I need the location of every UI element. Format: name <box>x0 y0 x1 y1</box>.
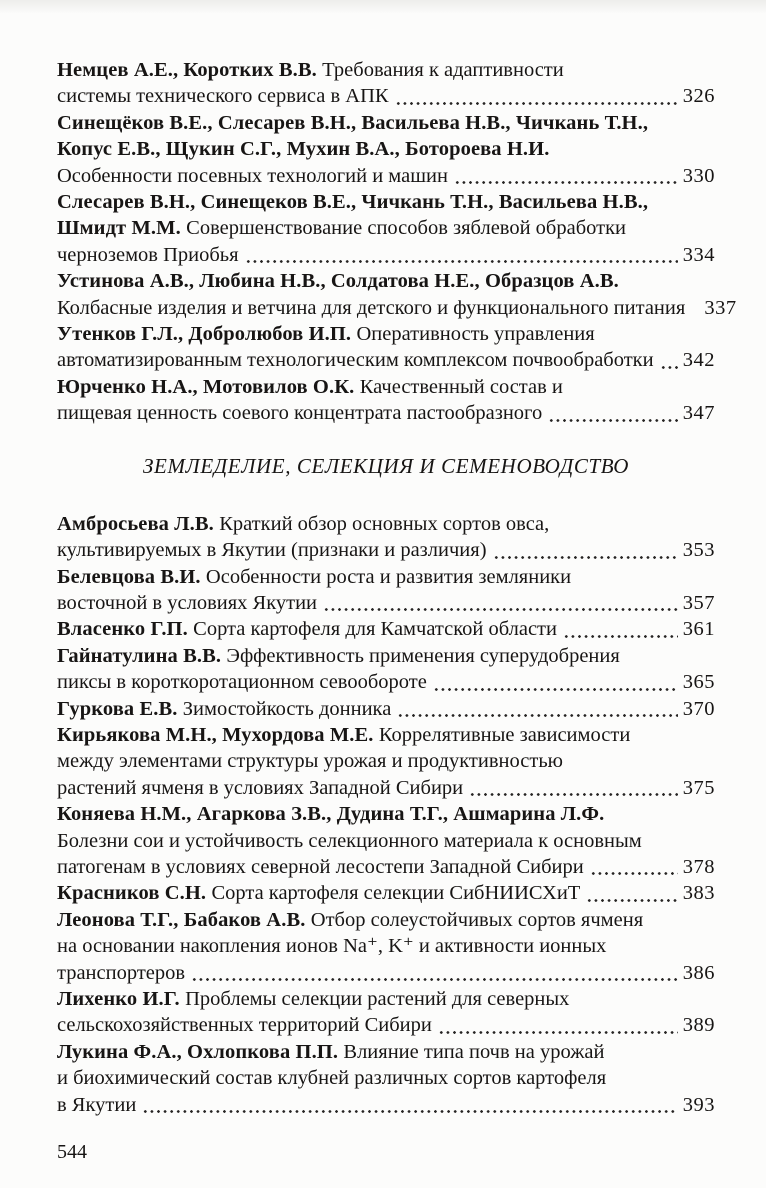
entry-title: Отбор солеустойчивых сортов ячменя <box>310 908 644 931</box>
toc-line <box>57 907 715 933</box>
entry-title: между элементами структуры урожая и продуктивностью <box>57 750 563 773</box>
entry-title: Проблемы селекции растений для северных <box>185 988 570 1010</box>
toc-line <box>57 110 715 136</box>
entry-page-number: 353 <box>682 539 715 562</box>
toc-line <box>57 136 715 162</box>
entry-page-number: 378 <box>682 855 715 878</box>
toc-entry <box>57 1039 715 1118</box>
entry-title: Эффективность применения суперудобрения <box>226 644 620 667</box>
entry-page-number: 326 <box>682 85 715 108</box>
toc-line <box>57 189 715 215</box>
leader-dots <box>563 616 678 642</box>
section-heading: ЗЕМЛЕДЕЛИЕ, СЕЛЕКЦИЯ И СЕМЕНОВОДСТВО <box>143 453 629 478</box>
toc-line <box>57 295 737 321</box>
entry-page-number: 386 <box>682 961 715 984</box>
toc-entry <box>57 616 715 642</box>
toc-line <box>57 933 715 959</box>
toc-line <box>57 775 715 801</box>
leader-dots <box>433 669 678 695</box>
entry-authors: Кирьякова М.Н., Мухордова М.Е. <box>57 723 374 746</box>
entry-title: пищевая ценность соевого концентрата пастообразного <box>57 402 543 425</box>
toc-line <box>57 828 715 854</box>
entry-title: и биохимический состав клубней различных сортов картофеля <box>57 1067 607 1090</box>
entry-title: Колбасные изделия и ветчина для детского и функционального питания <box>57 296 686 319</box>
entry-authors: Шмидт М.М. <box>57 217 181 240</box>
entry-authors: Копус Е.В., Щукин С.Г., Мухин В.А., Ботороева Н.И. <box>57 138 550 161</box>
toc-entry <box>57 268 737 321</box>
toc-entry <box>57 374 715 427</box>
entry-page-number: 389 <box>682 1014 715 1037</box>
leader-dots <box>469 775 678 801</box>
toc-entry <box>57 986 715 1039</box>
toc-line <box>57 960 715 986</box>
leader-dots <box>493 537 678 563</box>
toc-line <box>57 643 715 669</box>
leader-dots <box>191 960 678 986</box>
entry-title: Влияние типа почв на урожай <box>343 1040 605 1063</box>
leader-dots <box>323 590 678 616</box>
entry-authors: Красников С.Н. <box>57 882 207 905</box>
leader-dots <box>142 1092 677 1118</box>
leader-dots <box>660 347 678 373</box>
entry-authors: Утенков Г.Л., Добролюбов И.П. <box>57 323 352 346</box>
leader-dots <box>438 1012 678 1038</box>
entry-title: культивируемых в Якутии (признаки и различия) <box>57 539 487 562</box>
entry-page-number: 337 <box>704 296 737 319</box>
entry-title: Качественный состав и <box>359 375 563 398</box>
entry-authors: Немцев А.Е., Коротких В.В. <box>57 59 317 81</box>
toc-line <box>57 400 715 426</box>
toc-line <box>57 854 715 880</box>
toc-line <box>57 1065 715 1091</box>
leader-dots <box>586 880 677 906</box>
toc-line <box>57 242 715 268</box>
toc-line <box>57 986 715 1012</box>
entry-title: транспортеров <box>57 961 186 984</box>
leader-dots <box>454 163 678 189</box>
toc-line <box>57 880 715 906</box>
toc-entry <box>57 110 715 189</box>
entry-title: Особенности посевных технологий и машин <box>57 164 448 187</box>
toc-entry <box>57 511 715 564</box>
entry-title: черноземов Приобья <box>57 243 239 266</box>
toc-line <box>57 748 715 774</box>
entry-title: на основании накопления ионов Na⁺, K⁺ и активности ионных <box>57 935 607 958</box>
entry-authors: Синещёков В.Е., Слесарев В.Н., Васильева Н.В., Чичкань Т.Н., <box>57 111 649 134</box>
entry-authors: Власенко Г.П. <box>57 618 188 641</box>
entry-page-number: 334 <box>682 243 715 266</box>
toc-line <box>57 347 715 373</box>
toc-entry <box>57 907 715 986</box>
entry-page-number: 375 <box>682 776 715 799</box>
toc-entry <box>57 696 715 722</box>
entry-title: Совершенствование способов зяблевой обработки <box>186 217 626 240</box>
toc-line <box>57 1039 715 1065</box>
entry-page-number: 361 <box>682 618 715 641</box>
entry-authors: Юрченко Н.А., Мотовилов О.К. <box>57 375 355 398</box>
entry-page-number: 393 <box>682 1093 715 1116</box>
entry-page-number: 383 <box>682 882 715 905</box>
toc-line <box>57 374 715 400</box>
entry-authors: Лихенко И.Г. <box>57 988 180 1010</box>
leader-dots <box>395 83 678 109</box>
leader-dots <box>590 854 678 880</box>
toc-line <box>57 57 715 83</box>
entry-authors: Коняева Н.М., Агаркова З.В., Дудина Т.Г., Ашмарина Л.Ф. <box>57 803 605 826</box>
toc-line <box>57 215 715 241</box>
entry-authors: Белевцова В.И. <box>57 565 201 588</box>
entry-authors: Гуркова Е.В. <box>57 697 178 720</box>
footer-page-number: 544 <box>57 1141 87 1164</box>
leader-dots <box>245 242 678 268</box>
entry-title: Зимостойкость донника <box>182 697 392 720</box>
entry-title: Краткий обзор основных сортов овса, <box>219 512 550 535</box>
toc-line <box>57 722 715 748</box>
toc-section-top <box>57 57 737 427</box>
toc-line <box>57 163 715 189</box>
entry-title: Требования к адаптивности <box>322 59 564 81</box>
entry-page-number: 347 <box>682 402 715 425</box>
entry-title: Сорта картофеля селекции СибНИИСХиТ <box>211 882 581 905</box>
toc-line <box>57 564 715 590</box>
toc-entry <box>57 564 715 617</box>
entry-title: Болезни сои и устойчивость селекционного материала к основным <box>57 829 642 852</box>
leader-dots <box>691 295 699 321</box>
entry-page-number: 342 <box>682 349 715 372</box>
entry-title: Коррелятивные зависимости <box>378 723 631 746</box>
entry-title: сельскохозяйственных территорий Сибири <box>57 1014 432 1037</box>
entry-authors: Слесарев В.Н., Синещеков В.Е., Чичкань Т.Н., Васильева Н.В., <box>57 191 649 214</box>
entry-title: Оперативность управления <box>356 323 595 346</box>
toc-line <box>57 511 715 537</box>
toc-entry <box>57 321 715 374</box>
entry-title: растений ячменя в условиях Западной Сибири <box>57 776 464 799</box>
toc-line <box>57 801 715 827</box>
leader-dots <box>397 696 677 722</box>
leader-dots <box>548 400 678 426</box>
entry-authors: Гайнатулина В.В. <box>57 644 222 667</box>
toc-line <box>57 590 715 616</box>
toc-entry <box>57 722 715 801</box>
toc-line <box>57 83 715 109</box>
toc-entry <box>57 189 715 268</box>
toc-entry <box>57 57 715 110</box>
entry-title: в Якутии <box>57 1093 137 1116</box>
toc-section-agronomy <box>57 511 715 1118</box>
entry-title: системы технического сервиса в АПК <box>57 85 389 108</box>
toc-line <box>57 669 715 695</box>
entry-title: восточной в условиях Якутии <box>57 591 318 614</box>
entry-title: патогенам в условиях северной лесостепи Западной Сибири <box>57 855 584 878</box>
entry-authors: Лукина Ф.А., Охлопкова П.П. <box>57 1040 339 1063</box>
entry-page-number: 330 <box>682 164 715 187</box>
toc-entry <box>57 643 715 696</box>
entry-authors: Устинова А.В., Любина Н.В., Солдатова Н.Е., Образцов А.В. <box>57 270 619 293</box>
entry-page-number: 357 <box>682 591 715 614</box>
entry-authors: Амбросьева Л.В. <box>57 512 214 535</box>
toc-line <box>57 696 715 722</box>
toc-entry <box>57 880 715 906</box>
toc-line <box>57 268 715 294</box>
entry-title: автоматизированным технологическим комплексом почвообработки <box>57 349 654 372</box>
toc-line <box>57 537 715 563</box>
toc-line <box>57 616 715 642</box>
entry-title: пиксы в короткоротационном севообороте <box>57 671 427 694</box>
toc-line <box>57 321 715 347</box>
toc-entry <box>57 801 715 880</box>
entry-authors: Леонова Т.Г., Бабаков А.В. <box>57 908 306 931</box>
entry-page-number: 370 <box>682 697 715 720</box>
entry-page-number: 365 <box>682 671 715 694</box>
toc-line <box>57 1092 715 1118</box>
toc-line <box>57 1012 715 1038</box>
entry-title: Сорта картофеля для Камчатской области <box>193 618 557 641</box>
entry-title: Особенности роста и развития земляники <box>205 565 572 588</box>
